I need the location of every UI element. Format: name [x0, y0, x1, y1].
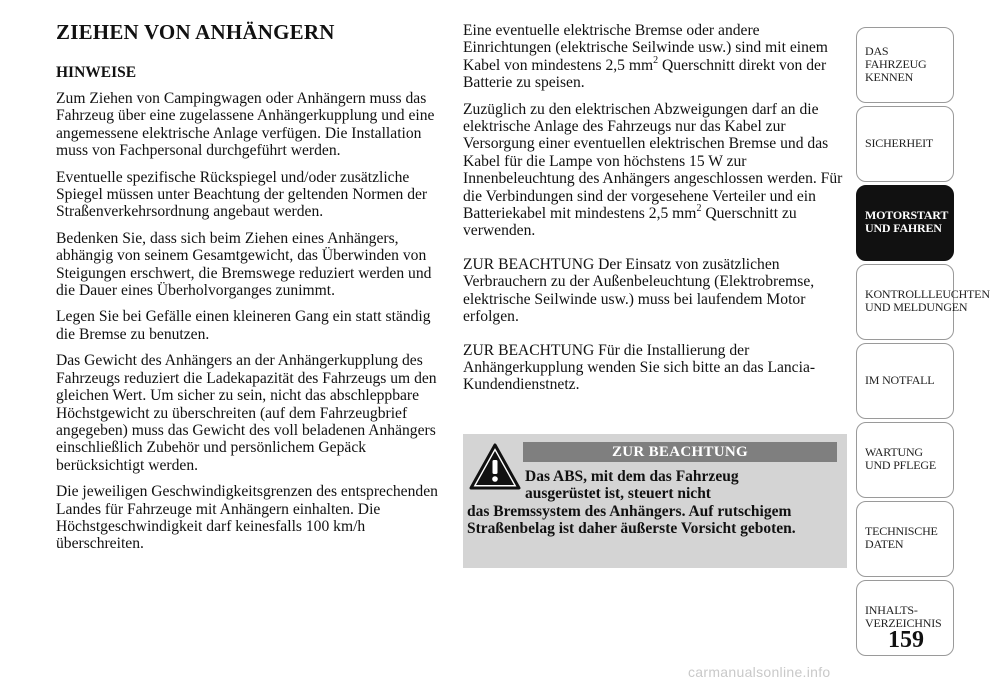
tab-label: INHALTS-VERZEICHNIS: [865, 603, 942, 630]
section-subheading: HINWEISE: [56, 64, 137, 81]
paragraph-text: Querschnitt zu verwenden.: [463, 205, 797, 240]
warning-heading: ZUR BEACHTUNG: [523, 442, 837, 462]
tab-label: SICHERHEIT: [865, 135, 933, 150]
superscript: 2: [653, 54, 659, 66]
paragraph: [463, 22, 847, 92]
tab-technische-daten[interactable]: [856, 501, 960, 575]
tab-kontrollleuchten-und-meldungen[interactable]: [856, 264, 990, 338]
watermark: carmanualsonline.info: [688, 664, 831, 680]
tab-sicherheit[interactable]: [856, 106, 960, 180]
warning-line: ausgerüstet ist, steuert nicht: [525, 485, 711, 503]
tab-label: MOTORSTART UND FAHREN: [865, 208, 948, 235]
note-paragraph: ZUR BEACHTUNG Der Einsatz von zusätzlichen Verbrauchern zu der Außenbeleuchtung (Elektrobremse, elektrische Seilwinde usw.) muss bei laufendem Motor erfolgen.: [463, 255, 815, 326]
tab-label: KONTROLLLEUCHTEN UND MELDUNGEN: [865, 287, 990, 314]
paragraph: Legen Sie bei Gefälle einen kleineren Gang ein statt ständig die Bremse zu benutzen.: [56, 308, 431, 343]
paragraph: [463, 101, 847, 240]
tab-label: IM NOTFALL: [865, 372, 935, 387]
tab-label: WARTUNG UND PFLEGE: [865, 445, 937, 472]
tab-motorstart-und-fahren[interactable]: [856, 185, 960, 259]
right-column: [463, 22, 847, 403]
left-column: [56, 90, 440, 562]
superscript: 2: [696, 202, 702, 214]
paragraph: Bedenken Sie, dass sich beim Ziehen eines Anhängers, abhängig von seinem Gesamtgewicht, das Überwinden von Steigungen erschwert, die Bremswege reduziert werden und die Dauer eines Überholvorganges zunimmt.: [56, 229, 432, 300]
tab-label: TECHNISCHE DATEN: [865, 524, 938, 551]
paragraph: Die jeweiligen Geschwindigkeitsgrenzen des entsprechenden Landes für Fahrzeuge mit Anhängern einhalten. Die Höchstgeschwindigkeit darf keinesfalls 100 km/h überschreiten.: [56, 483, 438, 553]
page-number: 159: [888, 627, 924, 653]
tab-wartung-und-pflege[interactable]: [856, 422, 960, 496]
tab-im-notfall[interactable]: [856, 343, 960, 417]
paragraph-text: Zuzüglich zu den elektrischen Abzweigungen darf an die elektrische Anlage des Fahrzeugs nur das Kabel zur Versorgung einer eventuellen elektrischen Bremse und das Kabel für die Lampe von höchstens 15 W zur Innenbeleuchtung des Anhängers angeschlossen werden. Für die Verbindungen sind der vorgesehene Verteiler und ein Batteriekabel mit mindestens 2,5 mm: [463, 100, 843, 223]
warning-box: [463, 434, 847, 568]
paragraph: Das Gewicht des Anhängers an der Anhängerkupplung des Fahrzeugs reduziert die Ladekapazität des Fahrzeugs um den gleichen Wert. Um sicher zu sein, nicht das abschleppbare Höchstgewicht zu überschreiten (auf dem Fahrzeugbrief angegeben) muss das Gewicht des voll beladenen Anhängers einschließlich Zubehör und persönlichem Gepäck berücksichtigt werden.: [56, 352, 437, 474]
tab-label: DAS FAHRZEUG KENNEN: [865, 43, 927, 84]
warning-line: Das ABS, mit dem das Fahrzeug: [525, 468, 739, 485]
page-title: ZIEHEN VON ANHÄNGERN: [56, 20, 335, 44]
tab-das-fahrzeug-kennen[interactable]: [856, 27, 960, 101]
warning-text: [467, 468, 837, 538]
note-paragraph: ZUR BEACHTUNG Für die Installierung der Anhängerkupplung wenden Sie sich bitte an das Lancia-Kundendienstnetz.: [463, 341, 816, 394]
paragraph: Zum Ziehen von Campingwagen oder Anhängern muss das Fahrzeug über eine zugelassene Anhängerkupplung und eine angemessene elektrische Anlage verfügen. Die Installation muss von Fachpersonal durchgeführt werden.: [56, 90, 435, 160]
paragraph-text: Eine eventuelle elektrische Bremse oder andere Einrichtungen (elektrische Seilwinde usw.) sind mit einem Kabel von mindestens 2,5 mm: [463, 22, 828, 74]
paragraph: Eventuelle spezifische Rückspiegel und/oder zusätzliche Spiegel müssen unter Beachtung der geltenden Normen der Straßenverkehrsordnung angebaut werden.: [56, 168, 428, 221]
paragraph-text: Querschnitt direkt von der Batterie zu speisen.: [463, 56, 827, 92]
warning-line: das Bremssystem des Anhängers. Auf rutschigem Straßenbelag ist daher äußerste Vorsicht geboten.: [467, 502, 796, 538]
